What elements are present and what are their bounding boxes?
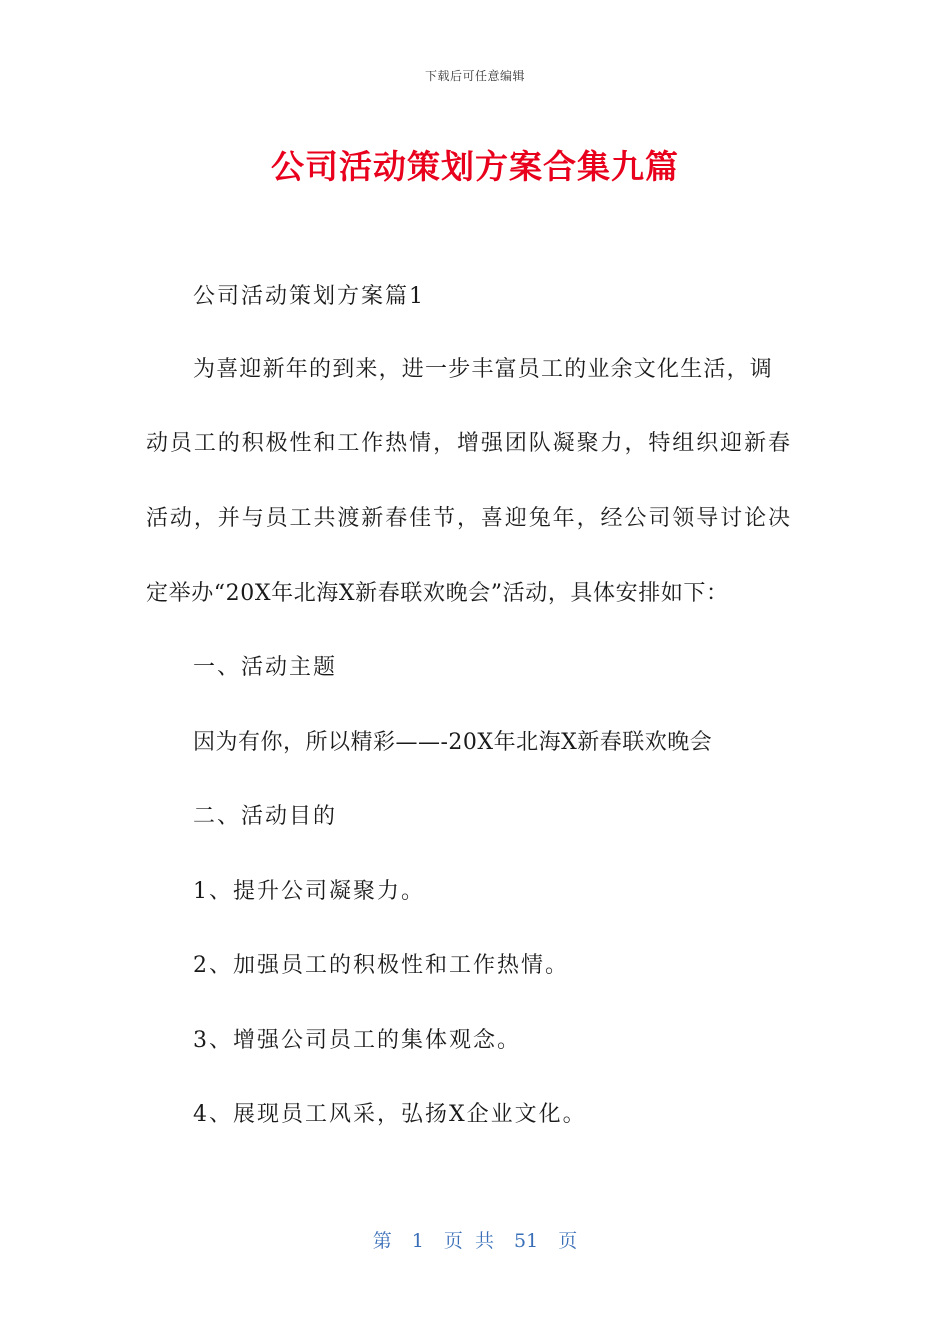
theme-heading: 一、活动主题: [193, 655, 338, 680]
intro-line: 活动，并与员工共渡新春佳节，喜迎兔年，经公司领导讨论决: [146, 506, 790, 531]
intro-line: 为喜迎新年的到来，进一步丰富员工的业余文化生活，调: [193, 357, 774, 382]
page-number-footer: [0, 1226, 950, 1253]
purpose-item: 1、提升公司凝聚力。: [193, 879, 425, 904]
header-note: 下载后可任意编辑: [424, 69, 525, 83]
purpose-item: 2、加强员工的积极性和工作热情。: [193, 953, 569, 978]
theme-text: 因为有你，所以精彩——-20X年北海X新春联欢晚会: [193, 730, 713, 755]
section-heading: 公司活动策划方案篇1: [193, 284, 425, 309]
footer-page-number: 1: [411, 1230, 424, 1252]
footer-prefix: 第: [372, 1230, 392, 1252]
footer-middle: 页 共: [443, 1230, 494, 1252]
footer-total-pages: 51: [514, 1230, 539, 1252]
intro-line: 动员工的积极性和工作热情，增强团队凝聚力，特组织迎新春: [146, 431, 790, 456]
purpose-item: 3、增强公司员工的集体观念。: [193, 1028, 521, 1053]
document-title: 公司活动策划方案合集九篇: [271, 147, 679, 186]
intro-line: 定举办“20X年北海X新春联欢晚会”活动，具体安排如下：: [146, 581, 729, 606]
footer-suffix: 页: [558, 1230, 578, 1252]
purpose-item: 4、展现员工风采，弘扬X企业文化。: [193, 1102, 587, 1127]
purpose-heading: 二、活动目的: [193, 804, 338, 829]
